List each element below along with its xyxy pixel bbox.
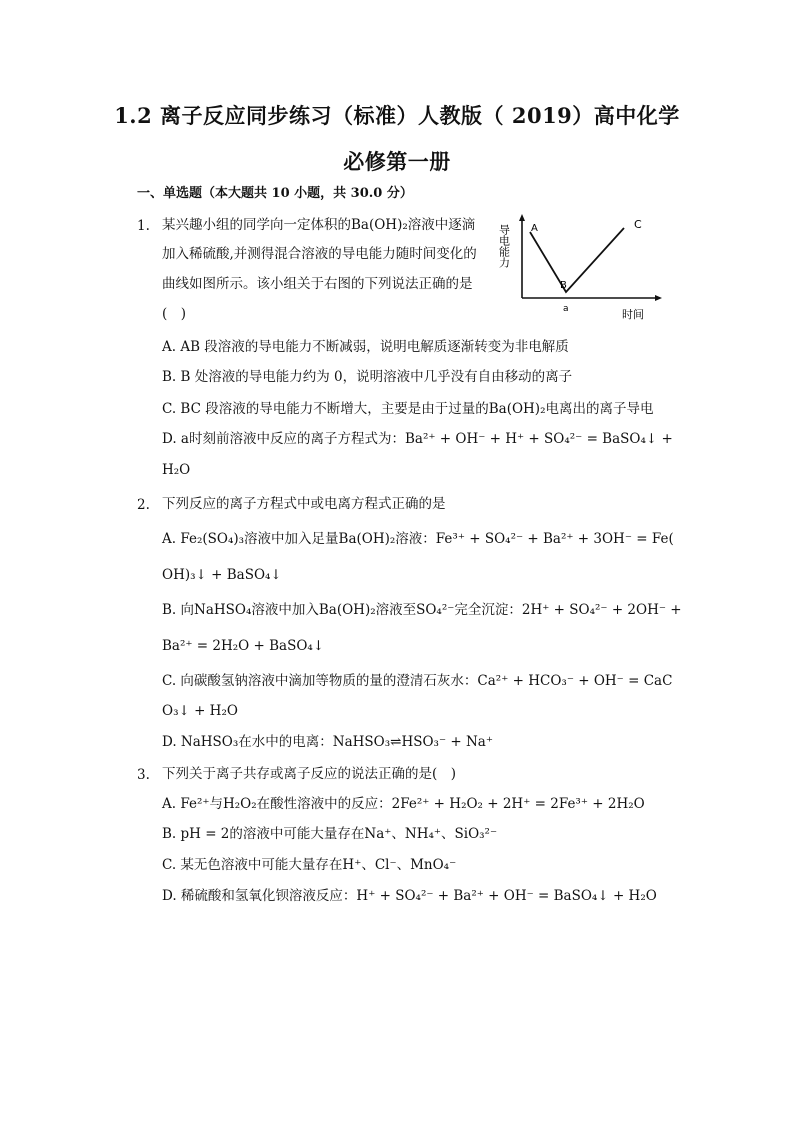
y-axis-label: 导电能力 <box>497 224 511 268</box>
question-2-option-b: B. 向NaHSO₄溶液中加入Ba(OH)₂溶液至SO₄²⁻完全沉淀：2H⁺ + SO₄²⁻ + 2OH⁻ + <box>162 602 682 618</box>
x-axis-arrow <box>655 295 662 301</box>
question-1-option-d: D. a时刻前溶液中反应的离子方程式为：Ba²⁺ + OH⁻ + H⁺ + SO₄²⁻ = BaSO₄↓ + <box>162 431 673 447</box>
question-3-option-a: A. Fe²⁺与H₂O₂在酸性溶液中的反应：2Fe²⁺ + H₂O₂ + 2H⁺ = 2Fe³⁺ + 2H₂O <box>162 796 645 812</box>
question-3-option-d: D. 稀硫酸和氢氧化钡溶液反应：H⁺ + SO₄²⁻ + Ba²⁺ + OH⁻ = BaSO₄↓ + H₂O <box>162 888 657 904</box>
question-1-option-b: B. B 处溶液的导电能力约为 0，说明溶液中几乎没有自由移动的离子 <box>162 369 573 385</box>
question-2-option-a-cont: OH)₃↓ + BaSO₄↓ <box>162 567 282 583</box>
question-3-stem: 下列关于离子共存或离子反应的说法正确的是( ) <box>162 766 457 782</box>
question-3-number: 3. <box>137 767 150 783</box>
question-1-option-c: C. BC 段溶液的导电能力不断增大，主要是由于过量的Ba(OH)₂电离出的离子导电 <box>162 401 654 417</box>
question-2-option-c: C. 向碳酸氢钠溶液中滴加等物质的量的澄清石灰水：Ca²⁺ + HCO₃⁻ + OH⁻ = CaC <box>162 673 673 689</box>
document-title-line1: 1.2 离子反应同步练习（标准）人教版（ 2019）高中化学 <box>114 103 680 128</box>
question-1-number: 1. <box>137 218 150 234</box>
point-c-label: C <box>634 218 642 231</box>
section-heading: 一、单选题（本大题共 10 小题，共 30.0 分） <box>137 186 413 201</box>
question-3-option-b: B. pH = 2的溶液中可能大量存在Na⁺、NH₄⁺、SiO₃²⁻ <box>162 826 498 842</box>
question-2-option-d: D. NaHSO₃在水中的电离：NaHSO₃⇌HSO₃⁻ + Na⁺ <box>162 734 493 750</box>
conductivity-time-graph <box>497 212 664 322</box>
question-1-stem-line: 某兴趣小组的同学向一定体积的Ba(OH)₂溶液中逐滴 <box>162 217 476 233</box>
question-2-option-a: A. Fe₂(SO₄)₃溶液中加入足量Ba(OH)₂溶液：Fe³⁺ + SO₄²⁻ + Ba²⁺ + 3OH⁻ = Fe( <box>162 531 674 547</box>
question-1-stem-line: ( ) <box>162 306 187 322</box>
question-2-option-c-cont: O₃↓ + H₂O <box>162 703 238 719</box>
conductivity-curve <box>530 228 624 292</box>
question-1-stem-line: 曲线如图所示。该小组关于右图的下列说法正确的是 <box>162 276 473 292</box>
question-1-stem-line: 加入稀硫酸,并测得混合溶液的导电能力随时间变化的 <box>162 246 477 262</box>
y-axis-arrow <box>519 214 525 221</box>
point-a-label: A <box>531 223 538 234</box>
point-b-label: B <box>560 280 567 291</box>
question-1-option-a: A. AB 段溶液的导电能力不断减弱，说明电解质逐渐转变为非电解质 <box>162 339 569 355</box>
question-1-option-d-cont: H₂O <box>162 462 191 478</box>
time-a-label: a <box>563 304 569 314</box>
question-2-number: 2. <box>137 497 150 513</box>
question-3-option-c: C. 某无色溶液中可能大量存在H⁺、Cl⁻、MnO₄⁻ <box>162 857 457 873</box>
question-2-stem: 下列反应的离子方程式中或电离方程式正确的是 <box>162 496 446 512</box>
x-axis-label: 时间 <box>622 308 644 321</box>
question-2-option-b-cont: Ba²⁺ = 2H₂O + BaSO₄↓ <box>162 638 325 654</box>
document-title-line2: 必修第一册 <box>343 149 451 174</box>
